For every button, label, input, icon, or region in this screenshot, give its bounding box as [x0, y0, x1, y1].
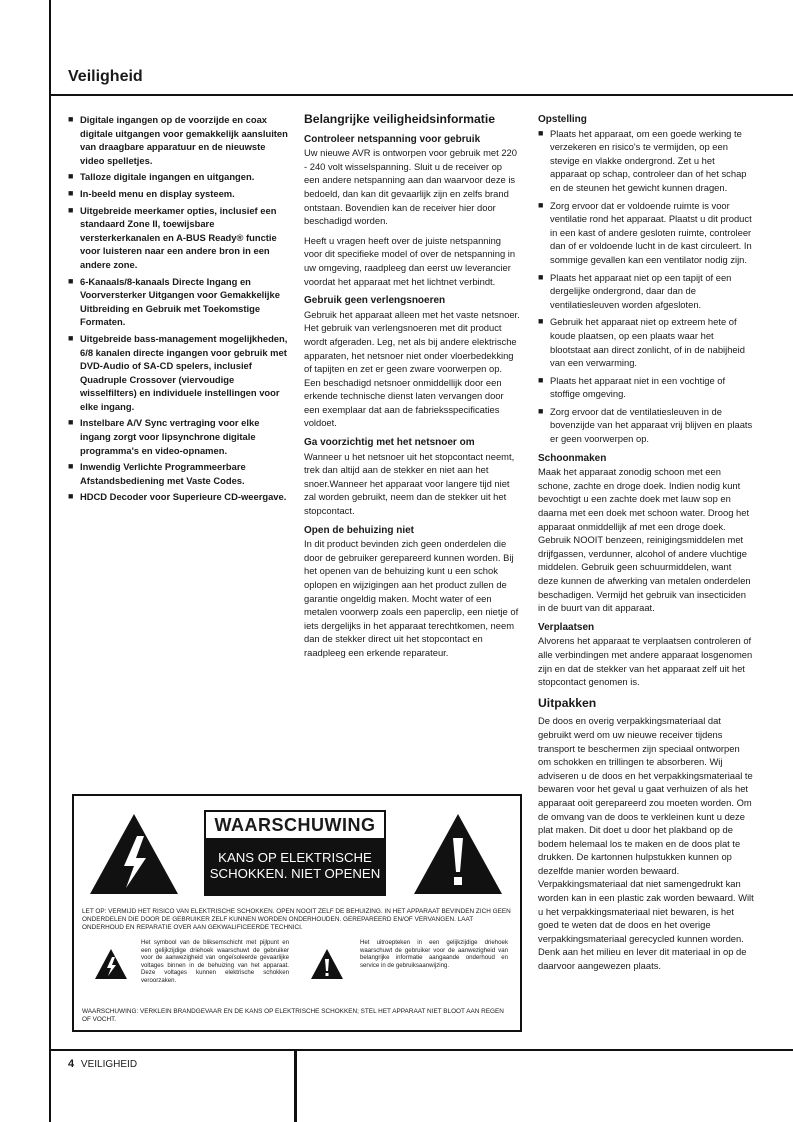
placement-column — [538, 113, 754, 979]
list-item: ■ Talloze digitale ingangen en uitgangen. — [68, 170, 288, 184]
section-heading: Schoonmaken — [538, 452, 607, 464]
left-margin-bar — [49, 0, 51, 1122]
paragraph: Uw nieuwe AVR is ontworpen voor gebruik met 220 - 240 volt wisselspanning. Sluit u de receiver op een andere netspanning aan dan waarvoor deze is bedoeld, dan kan dit gevaarlijk zijn en zelfs brand ontstaan. Bovendien kan de receiver hier door beschadigd worden. — [304, 147, 517, 227]
warning-subtitle — [204, 840, 386, 896]
warning-subtitle-line: SCHOKKEN. NIET OPENEN — [209, 866, 381, 881]
paragraph: Maak het apparaat zonodig schoon met een schone, zachte en droge doek. Indien nodig kunt bevochtigt u een zachte doek met lauw sop en daarna met een doek met schoon water. Droog het apparaat onmiddellijk af met een droge doek. Gebruik NOOIT benzeen, reinigingsmiddelen met drijfgassen, verdunner, alcohol of andere vluchtige middelen. Gebruik geen schuurmiddelen, want deze kunnen de afwerking van metalen onderdelen beschadigen. Vermijd het gebruik van insecticiden in de buurt van dit apparaat. — [538, 466, 751, 614]
list-item: ■ Uitgebreide bass-management mogelijkheden, 6/8 kanalen directe ingangen voor gebruik met DVD-Audio of SA-CD spelers, inclusief Quadruple Crossover (viervoudige wisselfilters) en individuele instellingen voor elke ingang. — [68, 332, 288, 414]
footer-rule — [49, 1049, 793, 1051]
list-item: ■ Instelbare A/V Sync vertraging voor elke ingang zorgt voor lipsynchrone digitale programma's en video-opnamen. — [68, 416, 288, 457]
footer — [68, 1058, 137, 1070]
list-item: ■ In-beeld menu en display systeem. — [68, 187, 288, 201]
section-heading: Verplaatsen — [538, 621, 595, 633]
list-item: ■ HDCD Decoder voor Superieure CD-weergave. — [68, 490, 288, 504]
list-item: ■ Zorg ervoor dat de ventilatiesleuven in de bovenzijde van het apparaat vrij blijven en plaats er geen voorwerpen op. — [538, 405, 754, 446]
page-number: 4 — [68, 1058, 75, 1070]
exclamation-small-icon — [310, 948, 344, 980]
list-item: ■ Digitale ingangen op de voorzijde en coax digitale uitgangen voor gemakkelijk aansluiten van draagbare apparatuur en de nieuwste video spelletjes. — [68, 113, 288, 167]
feature-column — [68, 113, 288, 507]
paragraph: De doos en overig verpakkingsmateriaal dat gebruikt werd om uw nieuwe receiver tijdens transport te beschermen zijn speciaal ontworpen om schokken en trillingen te absorberen. Wij adviseren u de doos en het verpakkingsmateriaal te bewaren voor het geval u gaat verhuizen of als het apparaat ooit gerepareerd zou moeten worden. Om de omvang van de doos te verkleinen kunt u deze plat maken. Dit doet u door het plakband op de bodem helemaal los te maken en de doos plat te drukken. De kartonnen hulpstukken kunnen op dezelfde manier worden bewaard. Verpakkingsmateriaal dat niet samengedrukt kan worden kan in een plastic zak worden bewaard. Wilt u het verpakkingsmateriaal niet bewaren, is het goed te weten dat de doos en het overige verpakkingsmateriaal gerecycled kunnen worden. Denk aan het milieu en lever dit materiaal in op de daarvoor aangewezen plaats. — [538, 715, 754, 972]
warning-subtitle-line: KANS OP ELEKTRISCHE — [218, 850, 372, 865]
footer-label: VEILIGHEID — [80, 1059, 138, 1070]
exclamation-symbol-note: Het uitroepteken in een gelijkzijdige driehoek waarschuwt de gebruiker voor de aanwezigheid van belangrijke informatie aangaande onderhoud en service in de gebruiksaanwijzing. — [360, 939, 508, 969]
list-item: ■ Plaats het apparaat niet in een vochtige of stoffige omgeving. — [538, 374, 754, 401]
section-heading: Opstelling — [538, 114, 587, 125]
section-heading: Controleer netspanning voor gebruik — [304, 133, 481, 145]
safety-heading: Belangrijke veiligheidsinformatie — [304, 112, 495, 126]
list-item: ■ Plaats het apparaat niet op een tapijt of een dergelijke ondergrond, daar dan de ventilatiesleuven worden afgesloten. — [538, 271, 754, 312]
unpack-heading: Uitpakken — [538, 695, 597, 710]
list-item: ■ Inwendig Verlichte Programmeerbare Afstandsbediening met Vaste Codes. — [68, 460, 288, 487]
safety-column — [304, 113, 520, 666]
lightning-small-icon — [94, 948, 128, 980]
paragraph: Wanneer u het netsnoer uit het stopcontact neemt, trek dan altijd aan de stekker en niet aan het snoer.Wanneer het apparaat voor langere tijd niet zal worden gebruikt, neem dan de stekker uit het stopcontact. — [304, 450, 515, 517]
list-item: ■ Zorg ervoor dat er voldoende ruimte is voor ventilatie rond het apparaat. Plaatst u dit product in een kast of andere gesloten ruimte, controleer dan of er voldoende lucht in de kast circuleert. In sommige gevallen kan een ventilator nodig zijn. — [538, 199, 754, 267]
warning-title: WAARSCHUWING — [204, 810, 386, 840]
header-rule — [49, 94, 793, 96]
list-item: ■ Plaats het apparaat, om een goede werking te verzekeren en risico's te vermijden, op een stevige en vlakke ondergrond. Zet u het apparaat op schap, controleer dan of het schap en de steunen het gewicht kunnen dragen. — [538, 127, 754, 195]
lightning-triangle-icon — [88, 812, 180, 896]
feature-list — [68, 113, 288, 504]
paragraph: Alvorens het apparaat te verplaatsen controleren of alle verbindingen met andere apparaat losgenomen zijn en dat de stekker van het apparaat zelf uit het stopcontact genomen is. — [538, 635, 753, 688]
list-item: ■ 6-Kanaals/8-kanaals Directe Ingang en Voorversterker Uitgangen voor Gemakkelijke Uitbreiding en Gebruik met Toekomstige Formaten. — [68, 275, 288, 329]
paragraph: Heeft u vragen heeft over de juiste netspanning voor dit specifieke model of over de netspanning in uw omgeving, raadpleeg dan eerst uw leverancier voordat het apparaat met het lichtnet verbindt. — [304, 234, 516, 287]
section-heading: Ga voorzichtig met het netsnoer om — [304, 437, 475, 449]
footer-divider — [294, 1050, 297, 1122]
page-title: Veiligheid — [68, 68, 143, 85]
section-heading: Gebruik geen verlengsnoeren — [304, 295, 446, 307]
warning-caution-text: LET OP: VERMIJD HET RISICO VAN ELEKTRISCHE SCHOKKEN. OPEN NOOIT ZELF DE BEHUIZING. IN HET APPARAAT BEVINDEN ZICH GEEN ONDERDELEN DIE DOOR DE GEBRUIKER ZELF KUNNEN WORDEN ONDERHOUDEN. GEREPAREERD EN/OF VERVANGEN. LAAT ONDERHOUD EN REPARATIE OVER AAN GEKWALIFICEERDE TECHNICI. — [82, 908, 511, 931]
lightning-symbol-note: Het symbool van de bliksemschicht met pijlpunt en een gelijkzijdige driehoek waarschuwt de gebruiker voor de aanwezigheid van ongeïsoleerde gevaarlijke voltages binnen in de behuizing van het apparaat. Deze voltages kunnen elektrische schokken veroorzaken. — [141, 939, 289, 984]
paragraph: In dit product bevinden zich geen onderdelen die door de gebruiker gerepareerd kunnen worden. Bij het openen van de behuizing kunt u een schok oplopen en wijzigingen aan het product zullen de garantie ongeldig maken. Mocht water of een metalen voorwerp zoals een paperclip, een nietje of iets dergelijks in het apparaat terechtkomen, neem dan de stekker direct uit het stopcontact en raadpleeg een erkende reparateur. — [304, 538, 519, 658]
paragraph: Gebruik het apparaat alleen met het vaste netsnoer. Het gebruik van verlengsnoeren met dit product wordt afgeraden. Leg, net als bij andere elektrische apparaten, het netsnoer niet onder vloerbedekking of tapijten en zet er geen zware voorwerpen op. Een beschadigd netsnoer onmiddellijk door een erkende technische dienst laten vervangen door een exemplaar dat aan de fabrieksspecificaties voldoet. — [304, 308, 520, 429]
list-item: ■ Uitgebreide meerkamer opties, inclusief een standaard Zone II, toewijsbare versterkerkanalen en A-BUS Ready® functie voor luisteren naar een andere bron in een andere zone. — [68, 204, 288, 272]
exclamation-triangle-icon — [412, 812, 504, 896]
list-item: ■ Gebruik het apparaat niet op extreem hete of koude plaatsen, op een plaats waar het blootstaat aan direct zonlicht, of in de nabijheid van een verwarming. — [538, 315, 754, 369]
warning-fire-text: WAARSCHUWING: VERKLEIN BRANDGEVAAR EN DE KANS OP ELEKTRISCHE SCHOKKEN; STEL HET APPARAAT NIET BLOOT AAN REGEN OF VOCHT. — [82, 1008, 504, 1023]
placement-list — [538, 127, 754, 446]
section-heading: Open de behuizing niet — [304, 524, 414, 536]
